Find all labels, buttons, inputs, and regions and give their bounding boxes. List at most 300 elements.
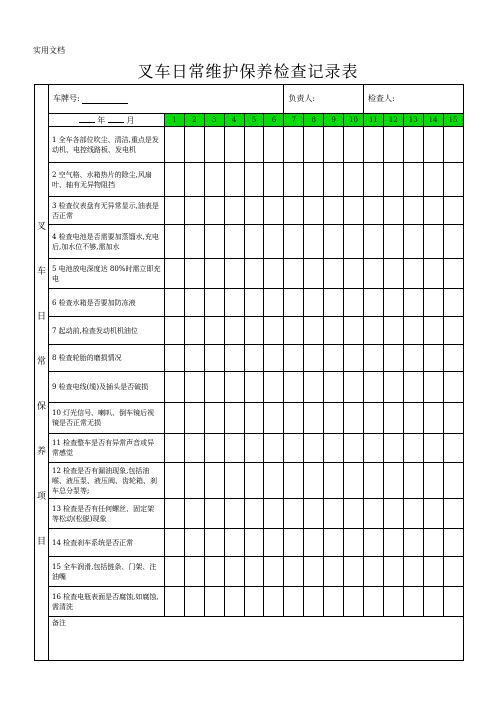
check-cell[interactable] [224,372,244,403]
check-cell[interactable] [224,345,244,372]
side-label-char: 项 [36,492,46,502]
check-cell[interactable] [304,587,324,617]
side-label-char: 日 [36,312,46,322]
check-cell[interactable] [224,289,244,317]
check-cell[interactable] [304,197,324,225]
check-cell[interactable] [403,499,423,529]
side-label-char: 目 [36,537,46,547]
check-cell[interactable] [383,499,403,529]
check-cell[interactable] [204,317,224,345]
check-cell[interactable] [165,463,185,499]
check-cell[interactable] [344,587,364,617]
checklist-item-text: 13 检查是否有任何螺丝、固定架等松动(松脱)现象 [49,499,165,529]
check-cell[interactable] [423,127,443,163]
checklist-row [35,463,464,499]
check-cell[interactable] [284,403,304,434]
check-cell[interactable] [383,434,403,463]
check-cell[interactable] [383,345,403,372]
check-cell[interactable] [403,259,423,289]
check-cell[interactable] [224,225,244,259]
check-cell[interactable] [324,587,344,617]
check-cell[interactable] [165,529,185,557]
check-cell[interactable] [423,289,443,317]
check-cell[interactable] [423,317,443,345]
check-cell[interactable] [224,434,244,463]
check-cell[interactable] [324,434,344,463]
checklist-item-text: 3 检查仪表盘有无异常显示,油表是否正常 [49,197,165,225]
remarks-row [35,617,464,661]
check-cell[interactable] [304,403,324,434]
check-cell[interactable] [204,372,224,403]
checklist-item-text: 4 检查电池是否需要加蒸馏水,充电后,加水位不够,需加水 [49,225,165,259]
check-cell[interactable] [264,197,284,225]
check-cell[interactable] [403,163,423,197]
check-cell[interactable] [184,434,204,463]
check-cell[interactable] [443,345,463,372]
checklist-item-text: 14 检查刹车系统是否正常 [49,529,165,557]
check-cell[interactable] [244,127,264,163]
checklist-row [35,127,464,163]
checklist-row [35,345,464,372]
check-cell[interactable] [304,345,324,372]
check-cell[interactable] [383,372,403,403]
check-cell[interactable] [344,372,364,403]
check-cell[interactable] [443,197,463,225]
check-cell[interactable] [165,557,185,587]
plate-label: 车牌号: [53,94,80,103]
check-cell[interactable] [204,587,224,617]
check-cell[interactable] [344,557,364,587]
check-cell[interactable] [403,197,423,225]
check-cell[interactable] [244,557,264,587]
check-cell[interactable] [304,289,324,317]
plate-number-field[interactable] [49,85,284,114]
check-cell[interactable] [403,463,423,499]
check-cell[interactable] [364,259,384,289]
check-cell[interactable] [184,317,204,345]
check-cell[interactable] [184,225,204,259]
check-cell[interactable] [324,403,344,434]
check-cell[interactable] [364,163,384,197]
check-cell[interactable] [443,259,463,289]
check-cell[interactable] [264,345,284,372]
check-cell[interactable] [324,197,344,225]
check-cell[interactable] [184,587,204,617]
check-cell[interactable] [304,463,324,499]
day-number-cell: 15 [443,114,463,127]
check-cell[interactable] [364,372,384,403]
check-cell[interactable] [264,403,284,434]
check-cell[interactable] [443,434,463,463]
check-cell[interactable] [443,463,463,499]
check-cell[interactable] [264,289,284,317]
check-cell[interactable] [184,345,204,372]
check-cell[interactable] [204,499,224,529]
check-cell[interactable] [403,345,423,372]
check-cell[interactable] [364,317,384,345]
check-cell[interactable] [184,259,204,289]
check-cell[interactable] [403,403,423,434]
owner-field[interactable] [284,85,364,114]
check-cell[interactable] [403,372,423,403]
check-cell[interactable] [304,163,324,197]
check-cell[interactable] [304,317,324,345]
check-cell[interactable] [244,434,264,463]
check-cell[interactable] [324,163,344,197]
checklist-item-text: 2 空气格、水箱热片的除尘,风扇叶、轴有无异物阻挡 [49,163,165,197]
check-cell[interactable] [383,463,403,499]
check-cell[interactable] [244,259,264,289]
check-cell[interactable] [344,345,364,372]
check-cell[interactable] [324,225,344,259]
day-number-cell: 7 [284,114,304,127]
check-cell[interactable] [244,163,264,197]
inspection-form-table [34,84,464,661]
check-cell[interactable] [204,434,224,463]
check-cell[interactable] [165,403,185,434]
check-cell[interactable] [403,587,423,617]
checklist-row [35,499,464,529]
form-title: 叉车日常维护保养检查记录表 [137,62,359,81]
check-cell[interactable] [344,225,364,259]
checklist-item-text: 9 检查电线(缆)及插头是否破损 [49,372,165,403]
check-cell[interactable] [224,163,244,197]
check-cell[interactable] [165,587,185,617]
checklist-row [35,529,464,557]
check-cell[interactable] [443,372,463,403]
check-cell[interactable] [423,372,443,403]
check-cell[interactable] [284,557,304,587]
plate-number-blank[interactable] [82,94,128,104]
check-cell[interactable] [443,403,463,434]
check-cell[interactable] [184,197,204,225]
check-cell[interactable] [364,529,384,557]
day-number-cell: 8 [304,114,324,127]
checklist-row [35,197,464,225]
check-cell[interactable] [383,403,403,434]
check-cell[interactable] [304,529,324,557]
day-number-cell: 3 [204,114,224,127]
check-cell[interactable] [244,289,264,317]
check-cell[interactable] [364,197,384,225]
check-cell[interactable] [403,289,423,317]
check-cell[interactable] [364,557,384,587]
check-cell[interactable] [165,127,185,163]
check-cell[interactable] [344,529,364,557]
check-cell[interactable] [304,225,324,259]
check-cell[interactable] [324,317,344,345]
check-cell[interactable] [284,289,304,317]
check-cell[interactable] [324,463,344,499]
check-cell[interactable] [344,403,364,434]
check-cell[interactable] [244,499,264,529]
check-cell[interactable] [344,499,364,529]
check-cell[interactable] [244,317,264,345]
check-cell[interactable] [165,197,185,225]
check-cell[interactable] [403,434,423,463]
check-cell[interactable] [264,587,284,617]
check-cell[interactable] [423,529,443,557]
check-cell[interactable] [184,163,204,197]
check-cell[interactable] [443,557,463,587]
check-cell[interactable] [165,372,185,403]
checklist-item-text: 5 电池放电深度达 80%时需立即充电 [49,259,165,289]
check-cell[interactable] [204,557,224,587]
checklist-row [35,587,464,617]
check-cell[interactable] [264,463,284,499]
check-cell[interactable] [383,557,403,587]
checklist-row [35,403,464,434]
day-number-cell: 1 [165,114,185,127]
check-cell[interactable] [383,317,403,345]
check-cell[interactable] [443,499,463,529]
check-cell[interactable] [264,372,284,403]
check-cell[interactable] [284,225,304,259]
month-label: 月 [126,116,135,125]
check-cell[interactable] [165,345,185,372]
check-cell[interactable] [423,197,443,225]
checklist-row [35,163,464,197]
check-cell[interactable] [423,225,443,259]
check-cell[interactable] [403,225,423,259]
remarks-field[interactable] [49,617,464,661]
check-cell[interactable] [244,372,264,403]
checklist-item-text: 8 检查轮胎的磨损情况 [49,345,165,372]
check-cell[interactable] [165,225,185,259]
checklist-item-text: 16 检查电瓶表面是否腐蚀,如腐蚀,需清洗 [49,587,165,617]
check-cell[interactable] [423,345,443,372]
check-cell[interactable] [383,289,403,317]
check-cell[interactable] [244,197,264,225]
check-cell[interactable] [443,317,463,345]
check-cell[interactable] [264,127,284,163]
check-cell[interactable] [165,317,185,345]
check-cell[interactable] [344,434,364,463]
check-cell[interactable] [264,225,284,259]
check-cell[interactable] [324,529,344,557]
check-cell[interactable] [344,163,364,197]
check-cell[interactable] [344,197,364,225]
check-cell[interactable] [443,529,463,557]
check-cell[interactable] [304,127,324,163]
check-cell[interactable] [324,345,344,372]
checklist-row [35,317,464,345]
check-cell[interactable] [423,403,443,434]
check-cell[interactable] [364,225,384,259]
checklist-row [35,259,464,289]
check-cell[interactable] [324,259,344,289]
check-cell[interactable] [403,127,423,163]
check-cell[interactable] [443,127,463,163]
check-cell[interactable] [344,463,364,499]
year-blank[interactable] [79,114,95,123]
check-cell[interactable] [284,587,304,617]
check-cell[interactable] [244,529,264,557]
check-cell[interactable] [383,529,403,557]
check-cell[interactable] [244,345,264,372]
check-cell[interactable] [324,499,344,529]
check-cell[interactable] [184,463,204,499]
checklist-item-text: 7 起动前,检查发动机机油位 [49,317,165,345]
check-cell[interactable] [224,499,244,529]
checklist-row [35,434,464,463]
check-cell[interactable] [204,225,224,259]
check-cell[interactable] [324,372,344,403]
check-cell[interactable] [284,499,304,529]
check-cell[interactable] [264,529,284,557]
day-number-cell: 14 [423,114,443,127]
checklist-row [35,372,464,403]
check-cell[interactable] [364,127,384,163]
check-cell[interactable] [204,163,224,197]
check-cell[interactable] [304,372,324,403]
month-blank[interactable] [108,114,124,123]
check-cell[interactable] [383,225,403,259]
check-cell[interactable] [224,317,244,345]
check-cell[interactable] [184,557,204,587]
check-cell[interactable] [204,345,224,372]
check-cell[interactable] [364,289,384,317]
check-cell[interactable] [204,529,224,557]
check-cell[interactable] [324,289,344,317]
check-cell[interactable] [284,317,304,345]
checklist-item-text: 15 全车润滑,包括链条、门架、注油嘴 [49,557,165,587]
side-label-char: 叉 [36,222,46,232]
check-cell[interactable] [304,557,324,587]
check-cell[interactable] [184,529,204,557]
check-cell[interactable] [165,434,185,463]
check-cell[interactable] [284,163,304,197]
day-number-cell: 12 [383,114,403,127]
check-cell[interactable] [284,127,304,163]
check-cell[interactable] [244,403,264,434]
check-cell[interactable] [423,587,443,617]
check-cell[interactable] [324,127,344,163]
check-cell[interactable] [304,259,324,289]
checklist-row [35,289,464,317]
check-cell[interactable] [423,163,443,197]
checklist-item-text: 11 检查整车是否有异常声音或异常感觉 [49,434,165,463]
check-cell[interactable] [284,372,304,403]
check-cell[interactable] [224,587,244,617]
check-cell[interactable] [244,225,264,259]
check-cell[interactable] [184,127,204,163]
check-cell[interactable] [184,499,204,529]
day-number-cell: 4 [224,114,244,127]
check-cell[interactable] [284,259,304,289]
check-cell[interactable] [403,317,423,345]
check-cell[interactable] [423,557,443,587]
check-cell[interactable] [443,163,463,197]
check-cell[interactable] [224,463,244,499]
check-cell[interactable] [224,403,244,434]
check-cell[interactable] [304,499,324,529]
check-cell[interactable] [204,259,224,289]
side-category-label [35,85,49,661]
check-cell[interactable] [423,499,443,529]
year-month-field[interactable] [49,114,165,127]
check-cell[interactable] [423,463,443,499]
check-cell[interactable] [423,259,443,289]
remarks-label: 备注 [52,619,66,627]
side-label-char: 车 [36,267,46,277]
check-cell[interactable] [264,259,284,289]
check-cell[interactable] [284,463,304,499]
check-cell[interactable] [403,557,423,587]
check-cell[interactable] [204,197,224,225]
check-cell[interactable] [184,403,204,434]
check-cell[interactable] [224,127,244,163]
check-cell[interactable] [244,587,264,617]
inspector-label: 检查人: [368,94,395,103]
check-cell[interactable] [364,434,384,463]
check-cell[interactable] [403,529,423,557]
check-cell[interactable] [224,557,244,587]
check-cell[interactable] [224,259,244,289]
check-cell[interactable] [364,463,384,499]
check-cell[interactable] [383,587,403,617]
check-cell[interactable] [383,197,403,225]
check-cell[interactable] [264,499,284,529]
check-cell[interactable] [264,163,284,197]
check-cell[interactable] [224,197,244,225]
check-cell[interactable] [443,225,463,259]
check-cell[interactable] [364,403,384,434]
day-number-cell: 10 [344,114,364,127]
check-cell[interactable] [184,289,204,317]
side-label-char: 常 [36,357,46,367]
check-cell[interactable] [304,434,324,463]
check-cell[interactable] [284,434,304,463]
check-cell[interactable] [383,259,403,289]
check-cell[interactable] [443,587,463,617]
check-cell[interactable] [344,259,364,289]
check-cell[interactable] [284,345,304,372]
check-cell[interactable] [165,499,185,529]
check-cell[interactable] [204,463,224,499]
check-cell[interactable] [324,557,344,587]
day-number-cell: 11 [364,114,384,127]
check-cell[interactable] [264,434,284,463]
inspector-field[interactable] [364,85,464,114]
check-cell[interactable] [284,197,304,225]
check-cell[interactable] [344,317,364,345]
check-cell[interactable] [165,289,185,317]
check-cell[interactable] [383,163,403,197]
check-cell[interactable] [264,557,284,587]
check-cell[interactable] [165,163,185,197]
check-cell[interactable] [184,372,204,403]
check-cell[interactable] [165,259,185,289]
check-cell[interactable] [264,317,284,345]
check-cell[interactable] [244,463,264,499]
check-cell[interactable] [423,434,443,463]
day-number-cell: 13 [403,114,423,127]
check-cell[interactable] [204,403,224,434]
check-cell[interactable] [204,289,224,317]
check-cell[interactable] [383,127,403,163]
check-cell[interactable] [364,345,384,372]
check-cell[interactable] [344,127,364,163]
check-cell[interactable] [443,289,463,317]
check-cell[interactable] [204,127,224,163]
check-cell[interactable] [364,587,384,617]
check-cell[interactable] [344,289,364,317]
check-cell[interactable] [224,529,244,557]
check-cell[interactable] [364,499,384,529]
checklist-item-text: 12 检查是否有漏油现象,包括油喉、液压泵、液压阀、齿轮箱、刹车总分泵等; [49,463,165,499]
check-cell[interactable] [284,529,304,557]
